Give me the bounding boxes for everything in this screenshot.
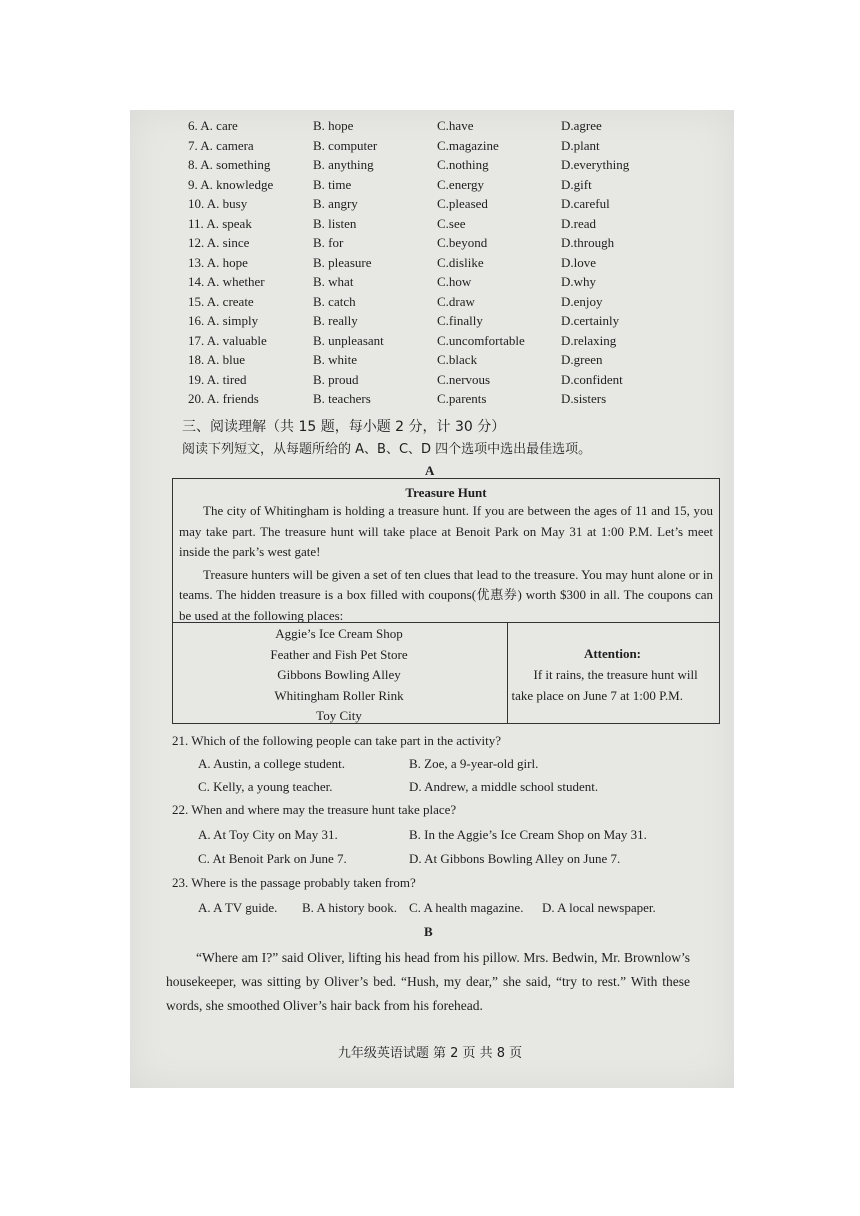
section-title: 三、阅读理解（共 15 题，每小题 2 分，计 30 分） <box>182 419 506 435</box>
option-a-text: A. camera <box>200 137 254 153</box>
option-a <box>188 255 248 271</box>
option-a-text: A. whether <box>206 274 265 289</box>
option-d: D.gift <box>561 176 592 192</box>
question-22-option-c: C. At Benoit Park on June 7. <box>198 851 347 866</box>
passage-b-letter: B <box>424 924 433 939</box>
option-d: D.green <box>561 352 603 367</box>
question-23-option-b: B. A history book. <box>302 900 397 915</box>
option-a <box>188 157 270 173</box>
option-c: C.how <box>437 274 472 289</box>
attention-note <box>508 623 718 723</box>
option-b: B. teachers <box>313 391 371 406</box>
question-22-option-b: B. In the Aggie’s Ice Cream Shop on May 31. <box>409 827 647 842</box>
option-d: D.careful <box>561 196 610 211</box>
question-23-option-d: D. A local newspaper. <box>542 900 656 915</box>
question-number: 19. <box>188 371 205 387</box>
option-a-text: A. something <box>200 157 271 172</box>
option-a <box>188 391 259 407</box>
question-number: 20. <box>188 391 205 406</box>
option-b: B. what <box>313 274 354 289</box>
option-a-text: A. valuable <box>206 332 267 348</box>
option-d: D.everything <box>561 157 630 172</box>
option-b: B. white <box>313 352 358 367</box>
attention-title: Attention: <box>583 646 642 661</box>
option-a-text: A. speak <box>206 215 252 231</box>
option-b: B. hope <box>313 118 354 133</box>
option-d: D.relaxing <box>561 332 617 348</box>
option-a <box>188 313 258 329</box>
place-item: Gibbons Bowling Alley <box>277 667 401 682</box>
option-c: C.parents <box>437 391 487 406</box>
option-d: D.plant <box>561 137 600 153</box>
question-22-option-a: A. At Toy City on May 31. <box>198 827 338 842</box>
option-d: D.certainly <box>561 313 620 328</box>
option-a <box>188 274 265 290</box>
option-a <box>188 294 254 310</box>
option-c: C.nothing <box>437 157 489 172</box>
question-number: 10. <box>188 196 205 211</box>
notice-paragraph-1: The city of Whitingham is holding a treasure hunt. If you are between the ages of 11 and 15, you may take part. The treasure hunt will take place at Benoit Park on May 31 at 1:00 P.M. Let’s meet inside the park’s west gate! <box>179 503 713 559</box>
option-a-text: A. simply <box>206 313 259 328</box>
option-a-text: A. since <box>206 235 250 250</box>
option-d: D.confident <box>561 371 623 387</box>
option-a-text: A. care <box>200 118 238 133</box>
notice-title: Treasure Hunt <box>405 485 487 500</box>
treasure-hunt-notice <box>172 478 720 724</box>
option-a <box>188 333 267 349</box>
question-21-option-a: A. Austin, a college student. <box>198 756 345 771</box>
question-22-stem: 22. When and where may the treasure hunt take place? <box>172 802 457 817</box>
question-21-stem: 21. Which of the following people can take part in the activity? <box>172 733 501 748</box>
place-item: Toy City <box>316 708 362 723</box>
question-number: 7. <box>188 137 198 153</box>
option-c: C.uncomfortable <box>437 332 525 348</box>
option-b: B. really <box>313 313 358 328</box>
option-a <box>188 216 252 232</box>
option-d: D.agree <box>561 118 602 133</box>
option-a-text: A. blue <box>206 352 246 367</box>
option-a-text: A. knowledge <box>200 176 274 192</box>
option-a <box>188 177 273 193</box>
place-item: Aggie’s Ice Cream Shop <box>275 626 403 641</box>
option-a <box>188 352 245 368</box>
place-item: Feather and Fish Pet Store <box>270 646 408 662</box>
option-b: B. catch <box>313 293 356 309</box>
option-c: C.beyond <box>437 235 488 250</box>
question-number: 16. <box>188 313 205 328</box>
question-number: 13. <box>188 254 205 270</box>
question-23-option-a: A. A TV guide. <box>198 900 278 915</box>
question-21-option-b: B. Zoe, a 9-year-old girl. <box>409 756 539 771</box>
option-c: C.energy <box>437 176 485 192</box>
option-a-text: A. friends <box>206 391 259 406</box>
notice-paragraph-2: Treasure hunters will be given a set of ten clues that lead to the treasure. You may hunt alone or in teams. The hidden treasure is a box filled with coupons(优惠券) worth $300 in all. The coupons can be used at the following places: <box>179 566 714 623</box>
question-number: 15. <box>188 293 205 309</box>
option-a-text: A. busy <box>206 196 248 211</box>
coupon-places-list <box>172 623 508 724</box>
option-a <box>188 118 238 134</box>
option-d: D.love <box>561 254 597 270</box>
question-number: 14. <box>188 274 205 289</box>
option-b: B. unpleasant <box>313 332 384 348</box>
option-d: D.through <box>561 235 615 250</box>
option-b: B. angry <box>313 196 358 211</box>
option-b: B. listen <box>313 215 357 231</box>
page-footer: 九年级英语试题 第 2 页 共 8 页 <box>337 1046 523 1061</box>
option-a <box>188 138 254 154</box>
option-a-text: A. create <box>206 293 254 309</box>
option-c: C.have <box>437 118 474 133</box>
place-item: Whitingham Roller Rink <box>274 687 404 703</box>
question-number: 17. <box>188 332 205 348</box>
option-a-text: A. tired <box>206 371 247 387</box>
option-b: B. time <box>313 176 352 192</box>
option-a <box>188 372 247 388</box>
option-a <box>188 235 249 251</box>
option-d: D.why <box>561 274 597 289</box>
question-number: 11. <box>188 215 204 231</box>
option-b: B. pleasure <box>313 254 372 270</box>
option-c: C.black <box>437 352 478 367</box>
option-c: C.nervous <box>437 371 491 387</box>
question-number: 6. <box>188 118 198 133</box>
option-c: C.dislike <box>437 254 484 270</box>
passage-b-text: “Where am I?” said Oliver, lifting his head from his pillow. Mrs. Bedwin, Mr. Brownlow’s housekeeper, was sitting by Oliver’s bed. “Hush, my dear,” she said, “try to rest.” With these words, she smoothed Oliver’s hair back from his forehead. <box>166 950 690 1013</box>
question-number: 8. <box>188 157 198 172</box>
option-c: C.draw <box>437 293 475 309</box>
option-b: B. anything <box>313 157 374 172</box>
option-a <box>188 196 247 212</box>
question-23-option-c: C. A health magazine. <box>409 900 524 915</box>
option-b: B. for <box>313 235 344 250</box>
option-c: C.see <box>437 215 466 231</box>
option-b: B. proud <box>313 371 359 387</box>
question-23-stem: 23. Where is the passage probably taken from? <box>172 875 416 890</box>
option-c: C.magazine <box>437 137 499 153</box>
option-d: D.sisters <box>561 391 607 406</box>
notice-bottom-row <box>172 622 720 724</box>
option-a-text: A. hope <box>206 254 248 270</box>
option-c: C.pleased <box>437 196 488 211</box>
question-number: 18. <box>188 352 205 367</box>
option-d: D.enjoy <box>561 293 603 309</box>
attention-text: If it rains, the treasure hunt will take place on June 7 at 1:00 P.M. <box>511 667 698 703</box>
option-d: D.read <box>561 215 597 231</box>
section-instruction: 阅读下列短文，从每题所给的 A、B、C、D 四个选项中选出最佳选项。 <box>182 442 592 457</box>
question-21-option-c: C. Kelly, a young teacher. <box>198 779 333 794</box>
option-c: C.finally <box>437 313 483 328</box>
option-b: B. computer <box>313 137 378 153</box>
question-number: 9. <box>188 176 198 192</box>
question-21-option-d: D. Andrew, a middle school student. <box>409 779 599 794</box>
question-number: 12. <box>188 235 205 250</box>
question-22-option-d: D. At Gibbons Bowling Alley on June 7. <box>409 851 621 866</box>
passage-a-letter: A <box>425 463 435 478</box>
